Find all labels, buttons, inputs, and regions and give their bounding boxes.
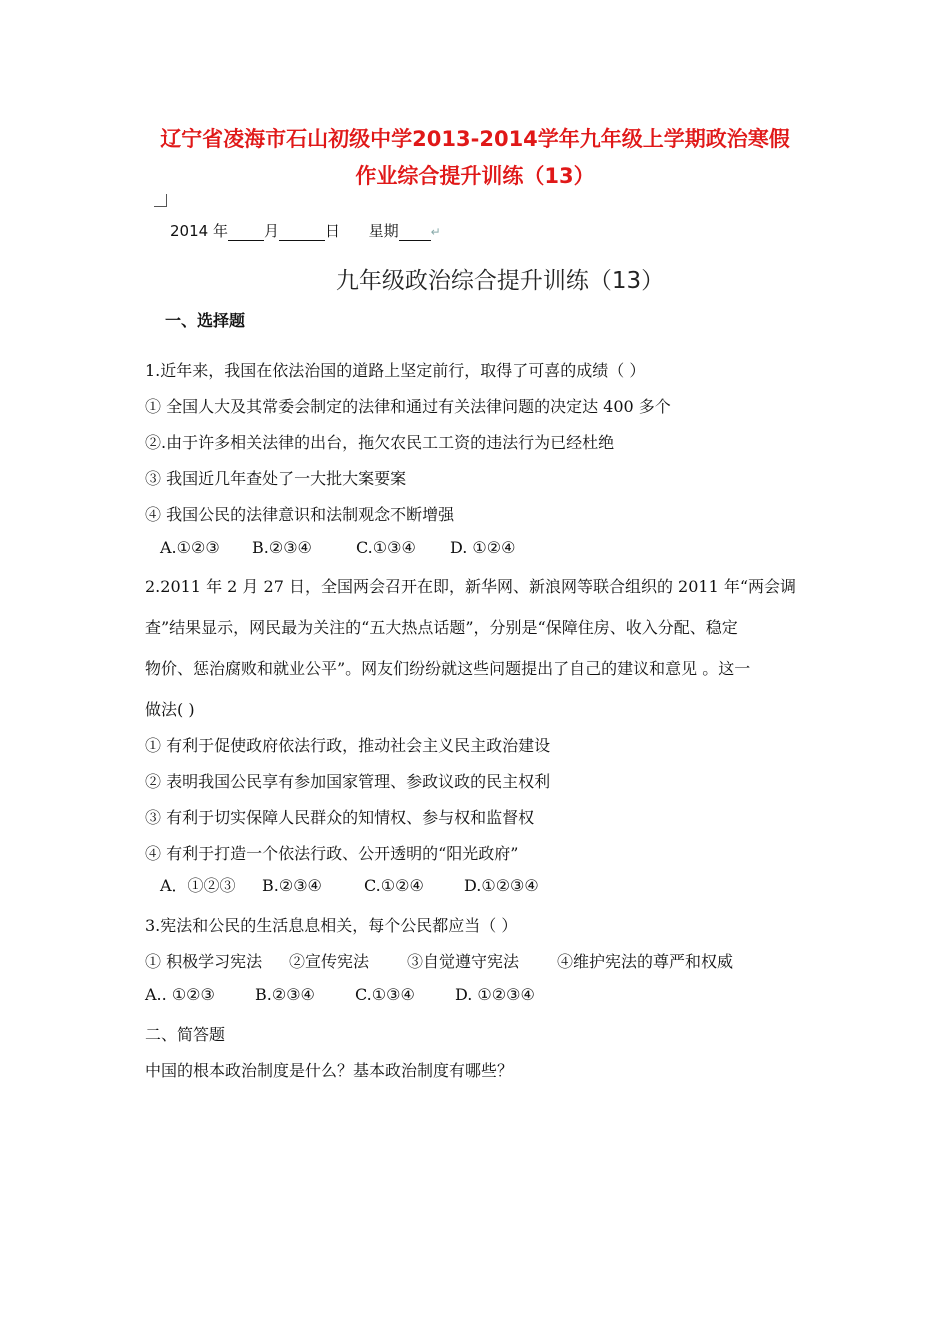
- q1-options: [160, 538, 515, 557]
- month-blank: [228, 226, 264, 241]
- date-month: 月: [263, 222, 279, 240]
- q2-option-a: A．①②③: [160, 876, 236, 895]
- q3-option-d: D. ①②③④: [455, 985, 535, 1004]
- q2-stem-line1: 2.2011 年 2 月 27 日，全国两会召开在即，新华网、新浪网等联合组织的 2011 年“两会调: [145, 577, 797, 596]
- date-day: 日: [324, 222, 340, 240]
- return-mark: ↵: [430, 225, 441, 239]
- q1-option-b: B.②③④: [252, 538, 312, 557]
- date-line: [170, 220, 441, 241]
- q2-stem-line3: 物价、惩治腐败和就业公平”。网友们纷纷就这些问题提出了自己的建议和意见 。这一: [145, 659, 751, 678]
- q1-item-3: ③ 我国近几年查处了一大批大案要案: [145, 469, 407, 488]
- q3-item-2: ②宣传宪法: [289, 952, 370, 971]
- q1-item-2: ②.由于许多相关法律的出台，拖欠农民工工资的违法行为已经杜绝: [145, 433, 615, 452]
- weekday-blank: [399, 226, 431, 241]
- q2-item-2: ② 表明我国公民享有参加国家管理、参政议政的民主权利: [145, 772, 551, 791]
- corner-mark: [154, 194, 167, 207]
- q1-item-4: ④ 我国公民的法律意识和法制观念不断增强: [145, 505, 455, 524]
- q2-stem-line2: 查”结果显示，网民最为关注的“五大热点话题”，分别是“保障住房、收入分配、稳定: [145, 618, 738, 637]
- q1-stem: 1.近年来，我国在依法治国的道路上坚定前行，取得了可喜的成绩（ ）: [145, 361, 646, 380]
- day-blank: [279, 226, 325, 241]
- document-title-line2: 作业综合提升训练（13）: [355, 164, 595, 188]
- q3-item-3: ③自觉遵守宪法: [407, 952, 520, 971]
- q1-option-d: D. ①②④: [450, 538, 516, 557]
- q1-item-1: ① 全国人大及其常委会制定的法律和通过有关法律问题的决定达 400 多个: [145, 397, 671, 416]
- date-year: 2014 年: [170, 222, 228, 240]
- q1-option-c: C.①③④: [356, 538, 416, 557]
- q3-option-a: A.. ①②③: [145, 985, 215, 1004]
- section-heading-choice: 一、选择题: [165, 311, 246, 330]
- q3-option-b: B.②③④: [255, 985, 315, 1004]
- q3-options: [145, 985, 535, 1004]
- q4-stem: 中国的根本政治制度是什么？基本政治制度有哪些？: [145, 1061, 514, 1080]
- q2-stem-line4: 做法( ): [145, 700, 195, 719]
- q3-option-c: C.①③④: [355, 985, 415, 1004]
- worksheet-subtitle: 九年级政治综合提升训练（13）: [335, 268, 665, 294]
- q2-item-3: ③ 有利于切实保障人民群众的知情权、参与权和监督权: [145, 808, 535, 827]
- q3-item-1: ① 积极学习宪法: [145, 952, 263, 971]
- q2-item-4: ④ 有利于打造一个依法行政、公开透明的“阳光政府”: [145, 844, 519, 863]
- q3-item-4: ④维护宪法的尊严和权威: [557, 952, 734, 971]
- date-weekday: 星期: [368, 222, 399, 240]
- q3-stem: 3.宪法和公民的生活息息相关，每个公民都应当（ ）: [145, 916, 518, 935]
- section-heading-short-answer: 二、简答题: [145, 1025, 226, 1044]
- q2-options: [160, 873, 539, 896]
- q2-item-1: ① 有利于促使政府依法行政，推动社会主义民主政治建设: [145, 736, 551, 755]
- q2-option-d: D.①②③④: [464, 876, 539, 895]
- q3-items: [145, 949, 733, 972]
- q1-option-a: A.①②③: [160, 538, 220, 557]
- document-title-line1: 辽宁省凌海市石山初级中学2013-2014学年九年级上学期政治寒假: [160, 127, 790, 151]
- q2-option-c: C.①②④: [364, 876, 424, 895]
- q2-option-b: B.②③④: [262, 876, 322, 895]
